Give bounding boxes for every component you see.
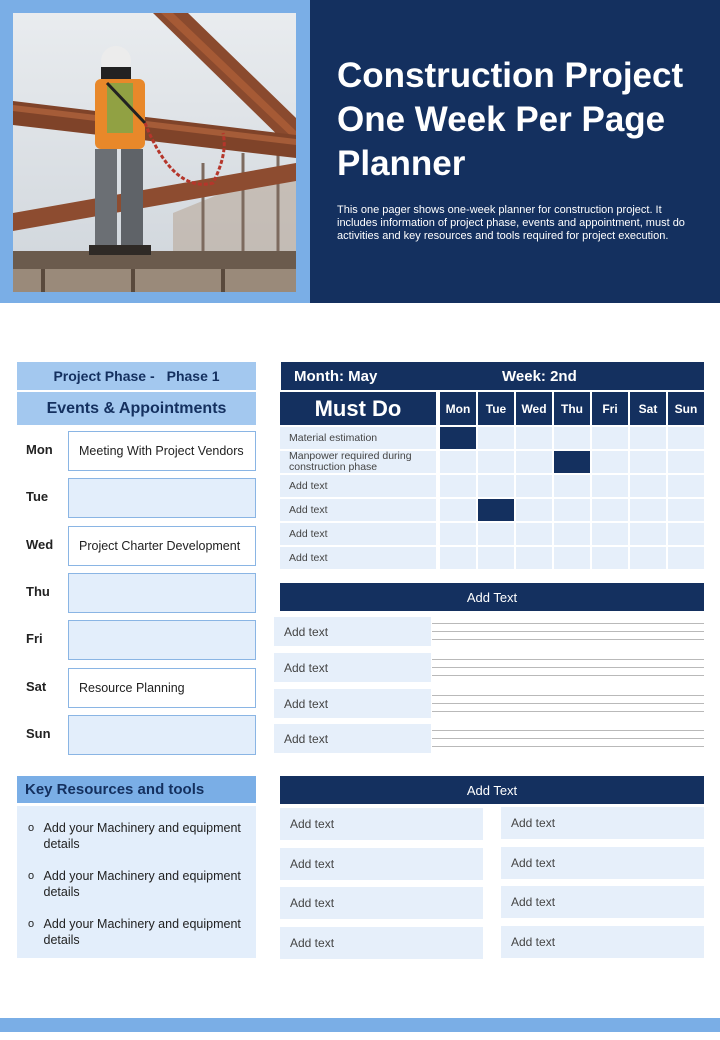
note-line	[432, 667, 704, 668]
schedule-cell-thu[interactable]	[554, 523, 590, 545]
must-do-task: Add text	[280, 499, 436, 521]
day-label-sat: Sat	[26, 679, 47, 694]
note-row-label[interactable]: Add text	[274, 617, 431, 646]
project-phase-value: Phase 1	[166, 368, 220, 384]
text-box[interactable]: Add text	[501, 807, 704, 839]
schedule-cell-sun[interactable]	[668, 451, 704, 473]
key-resources-header: Key Resources and tools	[17, 776, 256, 803]
schedule-cell-tue[interactable]	[478, 451, 514, 473]
construction-worker-photo	[13, 13, 296, 292]
schedule-cell-fri[interactable]	[592, 499, 628, 521]
schedule-cell-sun[interactable]	[668, 499, 704, 521]
schedule-cell-fri[interactable]	[592, 451, 628, 473]
event-box-mon[interactable]: Meeting With Project Vendors	[68, 431, 256, 471]
project-phase-label: Project Phase -	[53, 368, 155, 384]
schedule-cell-wed[interactable]	[516, 451, 552, 473]
schedule-cell-thu[interactable]	[554, 427, 590, 449]
note-line	[432, 631, 704, 632]
resource-item-text: Add your Machinery and equipment details	[43, 821, 241, 851]
weekday-header-fri: Fri	[592, 392, 628, 425]
schedule-cell-tue[interactable]	[478, 523, 514, 545]
schedule-cell-wed[interactable]	[516, 523, 552, 545]
text-box[interactable]: Add text	[501, 886, 704, 918]
note-line	[432, 675, 704, 676]
text-box[interactable]: Add text	[501, 926, 704, 958]
section2-header: Add Text	[280, 776, 704, 804]
note-line	[432, 730, 704, 731]
event-box-sat[interactable]: Resource Planning	[68, 668, 256, 708]
resource-item	[28, 916, 248, 948]
bullet-icon: o	[28, 870, 35, 882]
schedule-cell-thu[interactable]	[554, 547, 590, 569]
note-line	[432, 659, 704, 660]
must-do-task: Manpower required during construction phase	[280, 451, 436, 473]
page-title: Construction Project One Week Per Page Planner	[337, 56, 684, 183]
section1-header: Add Text	[280, 583, 704, 611]
schedule-cell-fri[interactable]	[592, 475, 628, 497]
schedule-cell-thu[interactable]	[554, 451, 590, 473]
note-row-label[interactable]: Add text	[274, 689, 431, 718]
event-box-fri[interactable]	[68, 620, 256, 660]
schedule-cell-fri[interactable]	[592, 523, 628, 545]
schedule-cell-fri[interactable]	[592, 427, 628, 449]
day-label-fri: Fri	[26, 631, 43, 646]
schedule-cell-fri[interactable]	[592, 547, 628, 569]
schedule-cell-mon[interactable]	[440, 427, 476, 449]
schedule-cell-sat[interactable]	[630, 427, 666, 449]
schedule-cell-thu[interactable]	[554, 475, 590, 497]
day-label-mon: Mon	[26, 442, 53, 457]
weekday-header-sun: Sun	[668, 392, 704, 425]
footer-bar	[0, 1018, 720, 1032]
note-row-label[interactable]: Add text	[274, 653, 431, 682]
resource-item-text: Add your Machinery and equipment details	[43, 869, 241, 899]
text-box[interactable]: Add text	[280, 848, 483, 880]
events-appointments-header: Events & Appointments	[17, 392, 256, 425]
note-line	[432, 746, 704, 747]
note-row-label[interactable]: Add text	[274, 724, 431, 753]
schedule-cell-wed[interactable]	[516, 427, 552, 449]
weekday-header-sat: Sat	[630, 392, 666, 425]
note-line	[432, 695, 704, 696]
schedule-cell-sun[interactable]	[668, 547, 704, 569]
text-box[interactable]: Add text	[280, 927, 483, 959]
month-label: Month: May	[294, 368, 378, 385]
must-do-header: Must Do	[280, 392, 436, 425]
schedule-cell-mon[interactable]	[440, 499, 476, 521]
day-label-wed: Wed	[26, 537, 54, 552]
note-line	[432, 623, 704, 624]
weekday-header-wed: Wed	[516, 392, 552, 425]
schedule-cell-tue[interactable]	[478, 547, 514, 569]
weekday-header-tue: Tue	[478, 392, 514, 425]
month-week-bar	[281, 362, 704, 390]
day-label-tue: Tue	[26, 489, 49, 504]
schedule-cell-wed[interactable]	[516, 547, 552, 569]
must-do-task: Add text	[280, 547, 436, 569]
schedule-cell-mon[interactable]	[440, 523, 476, 545]
must-do-task: Material estimation	[280, 427, 436, 449]
week-label: Week: 2nd	[502, 368, 577, 385]
note-line	[432, 703, 704, 704]
event-box-sun[interactable]	[68, 715, 256, 755]
schedule-cell-mon[interactable]	[440, 451, 476, 473]
note-line	[432, 711, 704, 712]
event-box-wed[interactable]: Project Charter Development	[68, 526, 256, 566]
bullet-icon: o	[28, 822, 35, 834]
schedule-cell-tue[interactable]	[478, 427, 514, 449]
schedule-cell-wed[interactable]	[516, 499, 552, 521]
schedule-cell-mon[interactable]	[440, 475, 476, 497]
schedule-cell-sun[interactable]	[668, 523, 704, 545]
day-label-thu: Thu	[26, 584, 50, 599]
text-box[interactable]: Add text	[280, 887, 483, 919]
must-do-task: Add text	[280, 475, 436, 497]
text-box[interactable]: Add text	[280, 808, 483, 840]
weekday-header-mon: Mon	[440, 392, 476, 425]
note-line	[432, 738, 704, 739]
schedule-cell-sun[interactable]	[668, 427, 704, 449]
schedule-cell-sat[interactable]	[630, 499, 666, 521]
schedule-cell-sat[interactable]	[630, 451, 666, 473]
schedule-cell-sat[interactable]	[630, 547, 666, 569]
note-line	[432, 639, 704, 640]
bullet-icon: o	[28, 918, 35, 930]
schedule-cell-mon[interactable]	[440, 547, 476, 569]
text-box[interactable]: Add text	[501, 847, 704, 879]
schedule-cell-wed[interactable]	[516, 475, 552, 497]
resource-item	[28, 820, 248, 852]
day-label-sun: Sun	[26, 726, 51, 741]
must-do-task: Add text	[280, 523, 436, 545]
event-box-tue[interactable]	[68, 478, 256, 518]
schedule-cell-sun[interactable]	[668, 475, 704, 497]
schedule-cell-tue[interactable]	[478, 499, 514, 521]
weekday-header-thu: Thu	[554, 392, 590, 425]
resource-item-text: Add your Machinery and equipment details	[43, 917, 241, 947]
schedule-cell-thu[interactable]	[554, 499, 590, 521]
project-phase-bar	[17, 362, 256, 390]
schedule-cell-sat[interactable]	[630, 475, 666, 497]
page-description: This one pager shows one-week planner for construction project. It includes information of project phase, events and appointment, must do activities and key resources and tools required for project execution.	[337, 204, 685, 242]
event-box-thu[interactable]	[68, 573, 256, 613]
schedule-cell-tue[interactable]	[478, 475, 514, 497]
schedule-cell-sat[interactable]	[630, 523, 666, 545]
resource-item	[28, 868, 248, 900]
